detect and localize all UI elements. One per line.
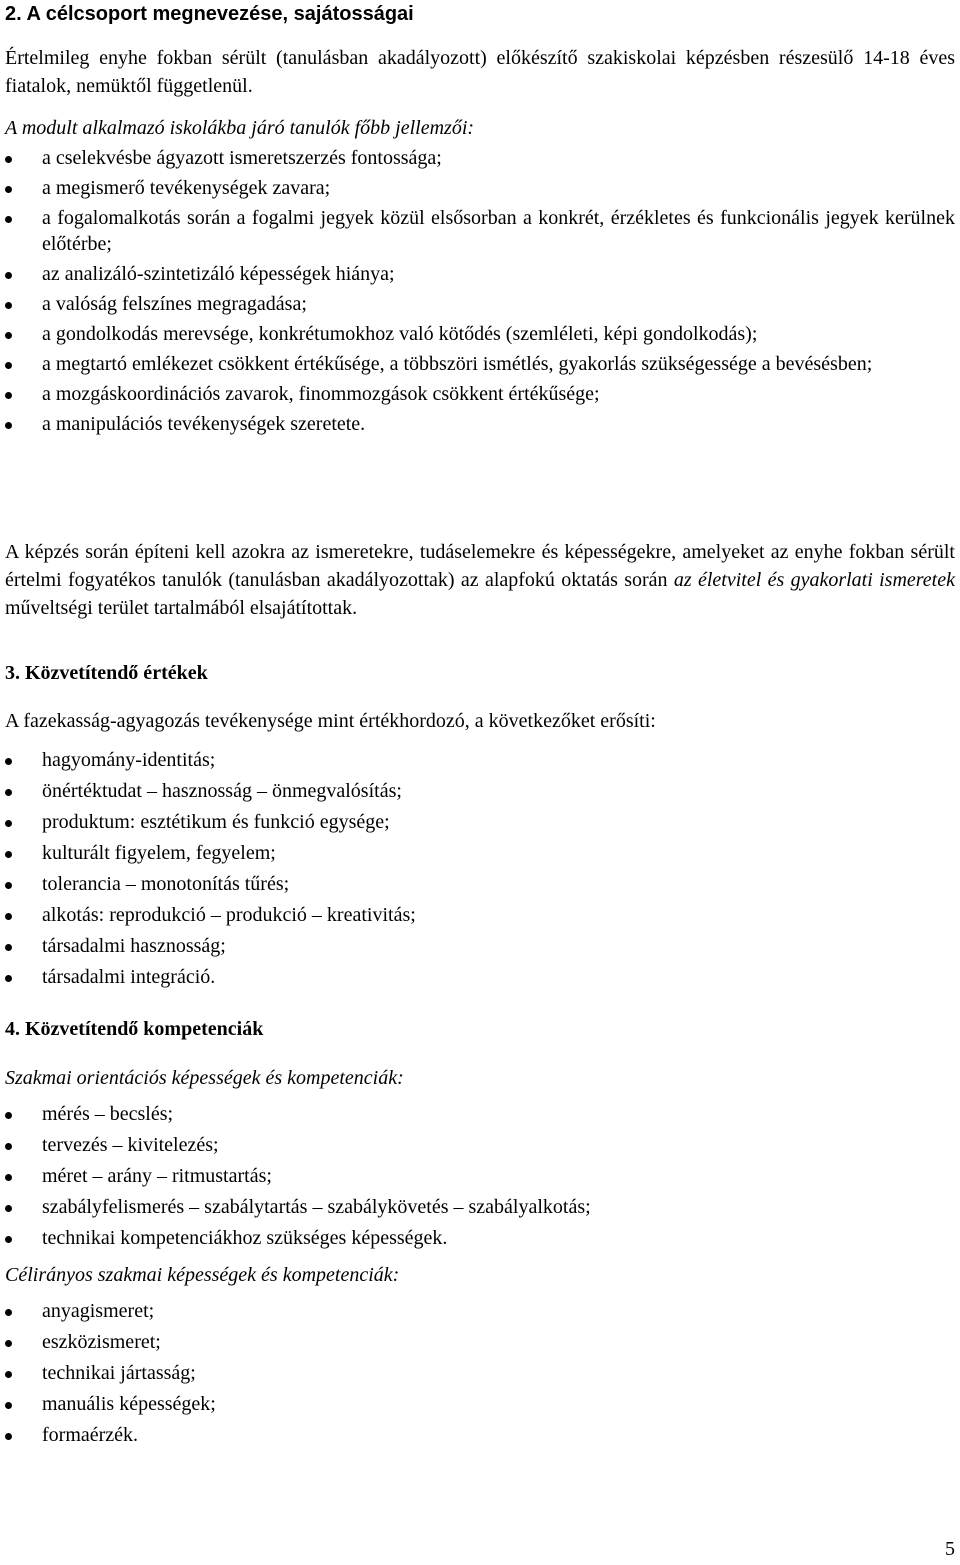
competencies-subheading-2: Célirányos szakmai képességek és kompetenciák: xyxy=(5,1264,400,1286)
values-list xyxy=(5,747,955,990)
bullet-icon xyxy=(5,882,12,889)
list-item: a manipulációs tevékenységek szeretete. xyxy=(5,411,955,437)
list-item: szabályfelismerés – szabálytartás – szabálykövetés – szabályalkotás; xyxy=(5,1194,955,1220)
bullet-icon xyxy=(5,216,12,223)
competencies-list-1 xyxy=(5,1101,955,1251)
list-item: formaérzék. xyxy=(5,1422,955,1448)
traits-list xyxy=(5,145,955,437)
bullet-icon xyxy=(5,1309,12,1316)
bullet-icon xyxy=(5,820,12,827)
section-2-paragraph: A képzés során építeni kell azokra az ismeretekre, tudáselemekre és képességekre, amelyeket az enyhe fokban sérült értelmi fogyatékos tanulók (tanulásban akadályozottak) az alapfokú oktatás során az életvitel és gyakorlati ismeretek műveltségi terület tartalmából elsajátítottak. xyxy=(5,541,955,619)
bullet-icon xyxy=(5,1433,12,1440)
list-item: produktum: esztétikum és funkció egysége; xyxy=(5,809,955,835)
bullet-icon xyxy=(5,1402,12,1409)
section-3-intro: A fazekasság-agyagozás tevékenysége mint értékhordozó, a következőket erősíti: xyxy=(5,710,656,732)
bullet-icon xyxy=(5,332,12,339)
list-item: a mozgáskoordinációs zavarok, finommozgások csökkent értékűsége; xyxy=(5,381,955,407)
bullet-icon xyxy=(5,913,12,920)
list-item: eszközismeret; xyxy=(5,1329,955,1355)
list-item: önértéktudat – hasznosság – önmegvalósítás; xyxy=(5,778,955,804)
bullet-icon xyxy=(5,362,12,369)
list-item: technikai kompetenciákhoz szükséges képességek. xyxy=(5,1225,955,1251)
bullet-icon xyxy=(5,975,12,982)
section-2-title: 2. A célcsoport megnevezése, sajátosságai xyxy=(5,3,414,25)
traits-heading: A modult alkalmazó iskolákba járó tanulók főbb jellemzői: xyxy=(5,117,475,139)
list-item: a gondolkodás merevsége, konkrétumokhoz való kötődés (szemléleti, képi gondolkodás); xyxy=(5,321,955,347)
list-item: a cselekvésbe ágyazott ismeretszerzés fontossága; xyxy=(5,145,955,171)
bullet-icon xyxy=(5,1205,12,1212)
list-item: kulturált figyelem, fegyelem; xyxy=(5,840,955,866)
list-item: az analizáló-szintetizáló képességek hiánya; xyxy=(5,261,955,287)
bullet-icon xyxy=(5,1340,12,1347)
list-item: a megtartó emlékezet csökkent értékűsége, a többszöri ismétlés, gyakorlás szükségessége a bevésésben; xyxy=(5,351,955,377)
bullet-icon xyxy=(5,758,12,765)
section-2-intro: Értelmileg enyhe fokban sérült (tanulásban akadályozott) előkészítő szakiskolai képzésben részesülő 14-18 éves fiatalok, nemüktől függetlenül. xyxy=(5,47,955,97)
bullet-icon xyxy=(5,851,12,858)
bullet-icon xyxy=(5,392,12,399)
list-item: technikai jártasság; xyxy=(5,1360,955,1386)
list-item: a valóság felszínes megragadása; xyxy=(5,291,955,317)
list-item: a fogalomalkotás során a fogalmi jegyek közül elsősorban a konkrét, érzékletes és funkcionális jegyek kerülnek előtérbe; xyxy=(5,205,955,257)
bullet-icon xyxy=(5,1112,12,1119)
bullet-icon xyxy=(5,302,12,309)
list-item: társadalmi hasznosság; xyxy=(5,933,955,959)
list-item: a megismerő tevékenységek zavara; xyxy=(5,175,955,201)
list-item: mérés – becslés; xyxy=(5,1101,955,1127)
list-item: társadalmi integráció. xyxy=(5,964,955,990)
competencies-list-2 xyxy=(5,1298,955,1448)
bullet-icon xyxy=(5,186,12,193)
page-number: 5 xyxy=(945,1538,955,1560)
bullet-icon xyxy=(5,1143,12,1150)
section-3-title: 3. Közvetítendő értékek xyxy=(5,662,208,684)
list-item: tervezés – kivitelezés; xyxy=(5,1132,955,1158)
section-4-title: 4. Közvetítendő kompetenciák xyxy=(5,1018,264,1040)
bullet-icon xyxy=(5,422,12,429)
list-item: manuális képességek; xyxy=(5,1391,955,1417)
bullet-icon xyxy=(5,944,12,951)
list-item: tolerancia – monotonítás tűrés; xyxy=(5,871,955,897)
list-item: alkotás: reprodukció – produkció – kreativitás; xyxy=(5,902,955,928)
list-item: hagyomány-identitás; xyxy=(5,747,955,773)
list-item: anyagismeret; xyxy=(5,1298,955,1324)
list-item: méret – arány – ritmustartás; xyxy=(5,1163,955,1189)
competencies-subheading-1: Szakmai orientációs képességek és kompetenciák: xyxy=(5,1067,404,1089)
bullet-icon xyxy=(5,1236,12,1243)
bullet-icon xyxy=(5,789,12,796)
bullet-icon xyxy=(5,1371,12,1378)
bullet-icon xyxy=(5,272,12,279)
bullet-icon xyxy=(5,1174,12,1181)
bullet-icon xyxy=(5,156,12,163)
italic-term: az életvitel és gyakorlati ismeretek xyxy=(673,569,955,591)
